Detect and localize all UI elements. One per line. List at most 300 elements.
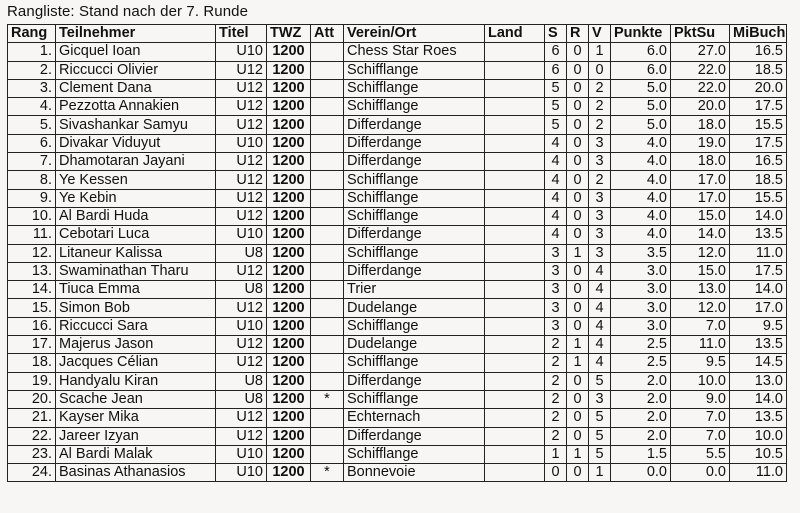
cell-rang: 24.: [8, 464, 56, 482]
cell-titel: U12: [216, 299, 267, 317]
cell-mibuch: 13.5: [730, 409, 787, 427]
header-rang: Rang: [8, 25, 56, 43]
cell-teilnehmer: Handyalu Kiran: [56, 372, 216, 390]
cell-att: *: [311, 390, 344, 408]
cell-twz: 1200: [267, 226, 311, 244]
cell-att: [311, 189, 344, 207]
cell-punkte: 3.0: [611, 281, 671, 299]
cell-verein: Dudelange: [344, 299, 485, 317]
cell-verluste: 4: [589, 299, 611, 317]
cell-siege: 2: [545, 372, 567, 390]
cell-att: [311, 98, 344, 116]
cell-remis: 0: [567, 116, 589, 134]
header-land: Land: [485, 25, 545, 43]
cell-mibuch: 16.5: [730, 43, 787, 61]
cell-mibuch: 17.0: [730, 299, 787, 317]
cell-titel: U12: [216, 207, 267, 225]
cell-att: [311, 445, 344, 463]
cell-titel: U12: [216, 354, 267, 372]
table-row: [8, 354, 787, 372]
cell-mibuch: 17.5: [730, 98, 787, 116]
cell-siege: 1: [545, 445, 567, 463]
cell-mibuch: 17.5: [730, 262, 787, 280]
cell-rang: 14.: [8, 281, 56, 299]
cell-remis: 1: [567, 244, 589, 262]
cell-att: [311, 116, 344, 134]
cell-verein: Bonnevoie: [344, 464, 485, 482]
cell-remis: 1: [567, 445, 589, 463]
cell-remis: 0: [567, 207, 589, 225]
cell-verein: Trier: [344, 281, 485, 299]
cell-pktsu: 18.0: [671, 153, 730, 171]
cell-land: [485, 207, 545, 225]
header-punkte: Punkte: [611, 25, 671, 43]
cell-titel: U12: [216, 79, 267, 97]
cell-verein: Differdange: [344, 153, 485, 171]
table-row: [8, 226, 787, 244]
cell-teilnehmer: Divakar Viduyut: [56, 134, 216, 152]
table-row: [8, 171, 787, 189]
cell-twz: 1200: [267, 153, 311, 171]
cell-mibuch: 15.5: [730, 189, 787, 207]
cell-verein: Echternach: [344, 409, 485, 427]
header-mibuch: MiBuch: [730, 25, 787, 43]
cell-verluste: 4: [589, 262, 611, 280]
cell-pktsu: 15.0: [671, 207, 730, 225]
cell-siege: 5: [545, 98, 567, 116]
cell-remis: 0: [567, 61, 589, 79]
cell-rang: 22.: [8, 427, 56, 445]
cell-titel: U8: [216, 372, 267, 390]
cell-verein: Schifflange: [344, 79, 485, 97]
cell-verein: Schifflange: [344, 244, 485, 262]
cell-rang: 4.: [8, 98, 56, 116]
cell-land: [485, 317, 545, 335]
cell-twz: 1200: [267, 134, 311, 152]
cell-twz: 1200: [267, 336, 311, 354]
cell-att: [311, 317, 344, 335]
table-row: [8, 445, 787, 463]
table-row: [8, 390, 787, 408]
cell-mibuch: 16.5: [730, 153, 787, 171]
cell-att: [311, 281, 344, 299]
cell-teilnehmer: Ye Kessen: [56, 171, 216, 189]
cell-land: [485, 445, 545, 463]
header-row: [8, 25, 787, 43]
cell-verein: Schifflange: [344, 98, 485, 116]
table-row: [8, 409, 787, 427]
cell-siege: 0: [545, 464, 567, 482]
cell-siege: 3: [545, 244, 567, 262]
cell-siege: 4: [545, 171, 567, 189]
cell-mibuch: 14.0: [730, 281, 787, 299]
cell-twz: 1200: [267, 61, 311, 79]
cell-verluste: 2: [589, 79, 611, 97]
cell-remis: 0: [567, 98, 589, 116]
cell-land: [485, 43, 545, 61]
cell-remis: 0: [567, 79, 589, 97]
cell-remis: 0: [567, 390, 589, 408]
cell-pktsu: 10.0: [671, 372, 730, 390]
cell-pktsu: 12.0: [671, 244, 730, 262]
cell-remis: 0: [567, 171, 589, 189]
cell-teilnehmer: Majerus Jason: [56, 336, 216, 354]
cell-pktsu: 14.0: [671, 226, 730, 244]
cell-att: [311, 409, 344, 427]
standings-body: [8, 43, 787, 482]
cell-punkte: 3.0: [611, 317, 671, 335]
cell-teilnehmer: Clement Dana: [56, 79, 216, 97]
cell-mibuch: 9.5: [730, 317, 787, 335]
cell-land: [485, 262, 545, 280]
cell-siege: 4: [545, 207, 567, 225]
header-teilnehmer: Teilnehmer: [56, 25, 216, 43]
cell-rang: 15.: [8, 299, 56, 317]
cell-att: [311, 244, 344, 262]
cell-verein: Schifflange: [344, 207, 485, 225]
table-row: [8, 244, 787, 262]
cell-twz: 1200: [267, 317, 311, 335]
cell-punkte: 2.0: [611, 409, 671, 427]
cell-rang: 7.: [8, 153, 56, 171]
cell-land: [485, 153, 545, 171]
cell-pktsu: 19.0: [671, 134, 730, 152]
header-att: Att: [311, 25, 344, 43]
cell-land: [485, 390, 545, 408]
cell-teilnehmer: Dhamotaran Jayani: [56, 153, 216, 171]
header-titel: Titel: [216, 25, 267, 43]
cell-rang: 10.: [8, 207, 56, 225]
cell-mibuch: 18.5: [730, 171, 787, 189]
cell-teilnehmer: Kayser Mika: [56, 409, 216, 427]
cell-verein: Schifflange: [344, 354, 485, 372]
cell-verluste: 2: [589, 171, 611, 189]
cell-punkte: 5.0: [611, 79, 671, 97]
cell-rang: 5.: [8, 116, 56, 134]
cell-remis: 0: [567, 427, 589, 445]
cell-att: [311, 79, 344, 97]
cell-siege: 6: [545, 61, 567, 79]
cell-verein: Differdange: [344, 427, 485, 445]
cell-twz: 1200: [267, 445, 311, 463]
cell-verluste: 3: [589, 153, 611, 171]
cell-remis: 1: [567, 354, 589, 372]
cell-verluste: 5: [589, 372, 611, 390]
table-row: [8, 153, 787, 171]
cell-punkte: 0.0: [611, 464, 671, 482]
cell-teilnehmer: Gicquel Ioan: [56, 43, 216, 61]
cell-pktsu: 22.0: [671, 61, 730, 79]
header-v: V: [589, 25, 611, 43]
cell-mibuch: 15.5: [730, 116, 787, 134]
cell-siege: 2: [545, 336, 567, 354]
cell-rang: 17.: [8, 336, 56, 354]
cell-verluste: 3: [589, 207, 611, 225]
cell-twz: 1200: [267, 299, 311, 317]
cell-twz: 1200: [267, 372, 311, 390]
cell-titel: U8: [216, 244, 267, 262]
table-row: [8, 336, 787, 354]
cell-twz: 1200: [267, 262, 311, 280]
cell-remis: 1: [567, 336, 589, 354]
header-r: R: [567, 25, 589, 43]
table-row: [8, 79, 787, 97]
cell-verluste: 0: [589, 61, 611, 79]
cell-teilnehmer: Swaminathan Tharu: [56, 262, 216, 280]
cell-pktsu: 7.0: [671, 317, 730, 335]
cell-mibuch: 14.0: [730, 207, 787, 225]
cell-punkte: 2.5: [611, 336, 671, 354]
cell-verein: Differdange: [344, 262, 485, 280]
cell-rang: 12.: [8, 244, 56, 262]
table-row: [8, 98, 787, 116]
cell-rang: 20.: [8, 390, 56, 408]
standings-table: [7, 24, 787, 482]
cell-titel: U12: [216, 98, 267, 116]
table-row: [8, 427, 787, 445]
cell-verein: Differdange: [344, 134, 485, 152]
cell-remis: 0: [567, 464, 589, 482]
cell-verluste: 3: [589, 390, 611, 408]
cell-rang: 21.: [8, 409, 56, 427]
cell-titel: U10: [216, 134, 267, 152]
cell-att: [311, 427, 344, 445]
cell-pktsu: 9.0: [671, 390, 730, 408]
cell-rang: 9.: [8, 189, 56, 207]
cell-siege: 3: [545, 317, 567, 335]
cell-land: [485, 336, 545, 354]
cell-pktsu: 27.0: [671, 43, 730, 61]
cell-verluste: 1: [589, 464, 611, 482]
cell-punkte: 4.0: [611, 134, 671, 152]
cell-verein: Schifflange: [344, 61, 485, 79]
cell-remis: 0: [567, 43, 589, 61]
cell-mibuch: 18.5: [730, 61, 787, 79]
cell-att: [311, 153, 344, 171]
cell-land: [485, 409, 545, 427]
cell-att: [311, 61, 344, 79]
cell-punkte: 2.0: [611, 427, 671, 445]
cell-rang: 6.: [8, 134, 56, 152]
cell-att: [311, 336, 344, 354]
cell-twz: 1200: [267, 171, 311, 189]
cell-pktsu: 13.0: [671, 281, 730, 299]
cell-rang: 13.: [8, 262, 56, 280]
cell-siege: 2: [545, 390, 567, 408]
cell-titel: U8: [216, 390, 267, 408]
cell-siege: 5: [545, 116, 567, 134]
cell-punkte: 3.5: [611, 244, 671, 262]
cell-verein: Schifflange: [344, 171, 485, 189]
cell-verein: Schifflange: [344, 317, 485, 335]
cell-verluste: 1: [589, 43, 611, 61]
header-twz: TWZ: [267, 25, 311, 43]
cell-verluste: 5: [589, 427, 611, 445]
cell-punkte: 5.0: [611, 98, 671, 116]
cell-att: [311, 43, 344, 61]
table-row: [8, 262, 787, 280]
cell-land: [485, 61, 545, 79]
cell-remis: 0: [567, 134, 589, 152]
cell-twz: 1200: [267, 116, 311, 134]
cell-punkte: 4.0: [611, 153, 671, 171]
cell-titel: U12: [216, 153, 267, 171]
cell-verein: Schifflange: [344, 390, 485, 408]
cell-rang: 19.: [8, 372, 56, 390]
table-row: [8, 43, 787, 61]
cell-titel: U10: [216, 226, 267, 244]
cell-remis: 0: [567, 153, 589, 171]
cell-titel: U10: [216, 445, 267, 463]
cell-pktsu: 9.5: [671, 354, 730, 372]
cell-teilnehmer: Simon Bob: [56, 299, 216, 317]
cell-pktsu: 17.0: [671, 189, 730, 207]
cell-pktsu: 11.0: [671, 336, 730, 354]
cell-verein: Chess Star Roes: [344, 43, 485, 61]
cell-teilnehmer: Basinas Athanasios: [56, 464, 216, 482]
cell-pktsu: 15.0: [671, 262, 730, 280]
cell-titel: U12: [216, 171, 267, 189]
cell-teilnehmer: Cebotari Luca: [56, 226, 216, 244]
cell-siege: 4: [545, 134, 567, 152]
cell-twz: 1200: [267, 427, 311, 445]
cell-pktsu: 0.0: [671, 464, 730, 482]
cell-titel: U10: [216, 317, 267, 335]
cell-siege: 3: [545, 281, 567, 299]
cell-teilnehmer: Riccucci Olivier: [56, 61, 216, 79]
cell-pktsu: 22.0: [671, 79, 730, 97]
cell-titel: U12: [216, 262, 267, 280]
cell-verein: Schifflange: [344, 445, 485, 463]
table-row: [8, 281, 787, 299]
cell-land: [485, 79, 545, 97]
cell-rang: 3.: [8, 79, 56, 97]
cell-land: [485, 299, 545, 317]
cell-teilnehmer: Riccucci Sara: [56, 317, 216, 335]
cell-verluste: 2: [589, 98, 611, 116]
cell-mibuch: 10.5: [730, 445, 787, 463]
cell-land: [485, 281, 545, 299]
cell-twz: 1200: [267, 390, 311, 408]
cell-pktsu: 12.0: [671, 299, 730, 317]
cell-titel: U12: [216, 116, 267, 134]
table-row: [8, 189, 787, 207]
cell-teilnehmer: Ye Kebin: [56, 189, 216, 207]
cell-twz: 1200: [267, 79, 311, 97]
table-row: [8, 464, 787, 482]
cell-rang: 18.: [8, 354, 56, 372]
cell-verein: Differdange: [344, 116, 485, 134]
cell-titel: U8: [216, 281, 267, 299]
cell-twz: 1200: [267, 409, 311, 427]
cell-twz: 1200: [267, 464, 311, 482]
cell-punkte: 4.0: [611, 207, 671, 225]
cell-punkte: 4.0: [611, 226, 671, 244]
cell-punkte: 4.0: [611, 171, 671, 189]
cell-pktsu: 18.0: [671, 116, 730, 134]
cell-land: [485, 134, 545, 152]
cell-att: [311, 262, 344, 280]
cell-land: [485, 98, 545, 116]
cell-verein: Differdange: [344, 226, 485, 244]
cell-verluste: 3: [589, 226, 611, 244]
cell-verluste: 3: [589, 134, 611, 152]
table-row: [8, 372, 787, 390]
cell-twz: 1200: [267, 189, 311, 207]
cell-siege: 3: [545, 262, 567, 280]
cell-rang: 1.: [8, 43, 56, 61]
cell-pktsu: 7.0: [671, 427, 730, 445]
cell-verluste: 4: [589, 336, 611, 354]
cell-remis: 0: [567, 281, 589, 299]
cell-punkte: 2.0: [611, 390, 671, 408]
cell-titel: U10: [216, 464, 267, 482]
cell-punkte: 2.0: [611, 372, 671, 390]
cell-att: [311, 299, 344, 317]
table-row: [8, 207, 787, 225]
cell-mibuch: 13.5: [730, 226, 787, 244]
table-row: [8, 317, 787, 335]
cell-mibuch: 14.0: [730, 390, 787, 408]
cell-verein: Dudelange: [344, 336, 485, 354]
cell-titel: U10: [216, 43, 267, 61]
cell-mibuch: 11.0: [730, 244, 787, 262]
cell-rang: 2.: [8, 61, 56, 79]
cell-remis: 0: [567, 262, 589, 280]
cell-punkte: 4.0: [611, 189, 671, 207]
cell-titel: U12: [216, 409, 267, 427]
cell-land: [485, 226, 545, 244]
cell-titel: U12: [216, 189, 267, 207]
cell-mibuch: 13.0: [730, 372, 787, 390]
cell-mibuch: 13.5: [730, 336, 787, 354]
cell-punkte: 1.5: [611, 445, 671, 463]
cell-twz: 1200: [267, 98, 311, 116]
cell-rang: 16.: [8, 317, 56, 335]
cell-land: [485, 372, 545, 390]
table-row: [8, 61, 787, 79]
cell-land: [485, 354, 545, 372]
cell-punkte: 6.0: [611, 61, 671, 79]
cell-verluste: 4: [589, 317, 611, 335]
cell-teilnehmer: Tiuca Emma: [56, 281, 216, 299]
cell-att: *: [311, 464, 344, 482]
cell-verluste: 3: [589, 189, 611, 207]
cell-teilnehmer: Scache Jean: [56, 390, 216, 408]
cell-teilnehmer: Jacques Célian: [56, 354, 216, 372]
table-row: [8, 134, 787, 152]
cell-verluste: 3: [589, 244, 611, 262]
cell-att: [311, 134, 344, 152]
cell-siege: 2: [545, 409, 567, 427]
header-verein: Verein/Ort: [344, 25, 485, 43]
cell-titel: U12: [216, 61, 267, 79]
cell-twz: 1200: [267, 43, 311, 61]
cell-att: [311, 171, 344, 189]
cell-land: [485, 116, 545, 134]
cell-siege: 6: [545, 43, 567, 61]
cell-remis: 0: [567, 226, 589, 244]
cell-land: [485, 189, 545, 207]
header-s: S: [545, 25, 567, 43]
cell-mibuch: 10.0: [730, 427, 787, 445]
cell-verluste: 4: [589, 281, 611, 299]
cell-verluste: 2: [589, 116, 611, 134]
cell-verein: Schifflange: [344, 189, 485, 207]
table-row: [8, 116, 787, 134]
cell-teilnehmer: Litaneur Kalissa: [56, 244, 216, 262]
cell-mibuch: 14.5: [730, 354, 787, 372]
